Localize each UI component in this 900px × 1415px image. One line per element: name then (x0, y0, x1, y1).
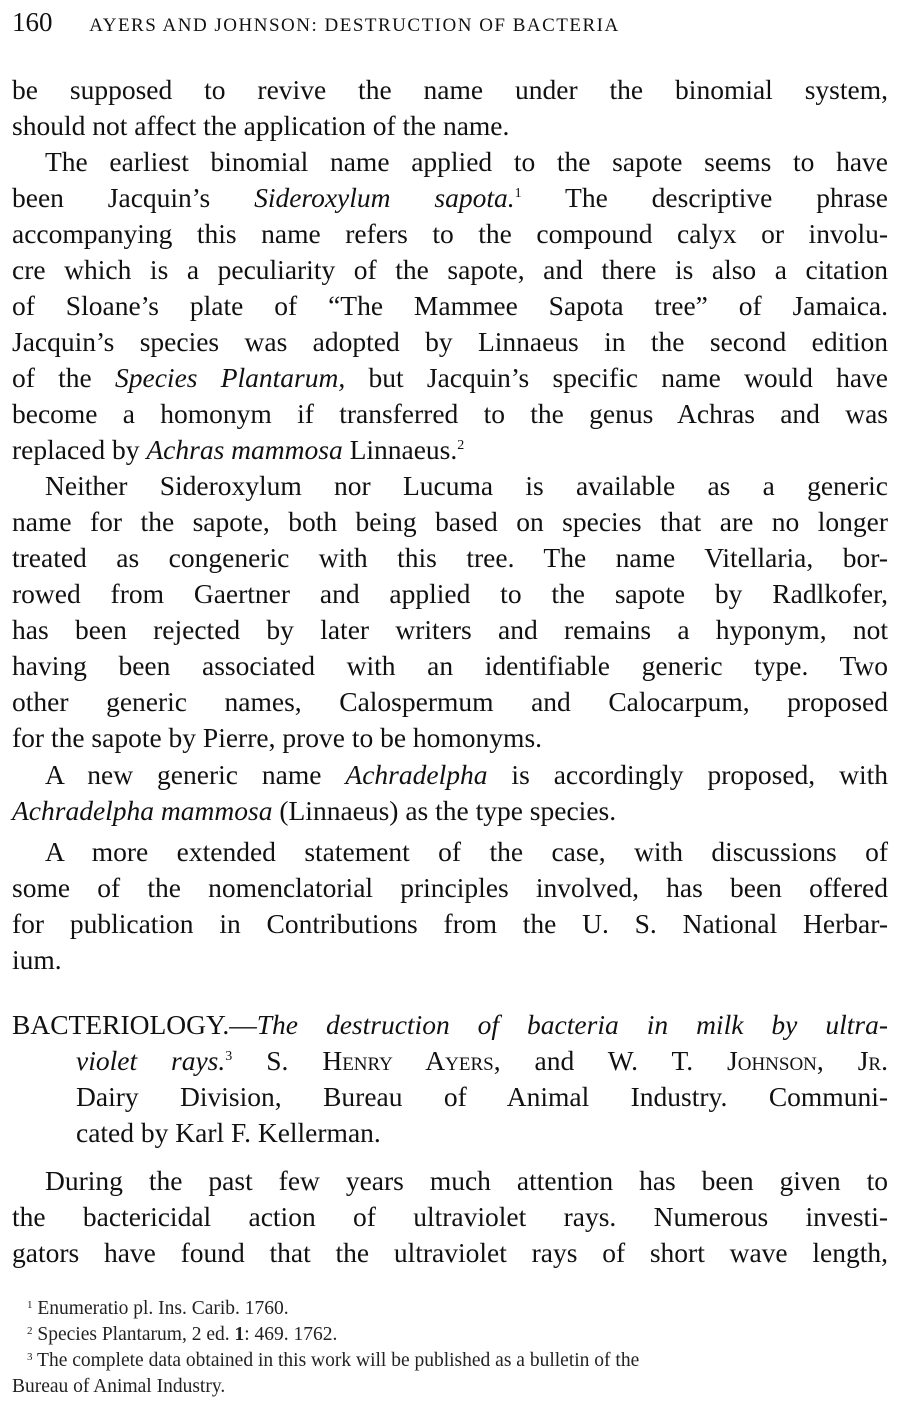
text-line (12, 180, 888, 216)
text-line: accompanying this name refers to the compound calyx or involu- (12, 218, 888, 249)
text-line: A more extended statement of the case, with discussions of (45, 836, 888, 867)
text-line: of Sloane’s plate of “The Mammee Sapota tree” of Jamaica. (12, 290, 888, 321)
text-line: Neither Sideroxylum nor Lucuma is available as a generic (45, 470, 888, 501)
footnote-mark: 3 (27, 1351, 33, 1363)
footnote (27, 1324, 900, 1346)
author-name: Johnson, Jr. (727, 1045, 888, 1076)
footnote-mark: 2 (27, 1325, 33, 1337)
book-title: Species Plantarum, (115, 362, 346, 393)
text-line: has been rejected by later writers and remains a hyponym, not (12, 614, 888, 645)
text-line: Dairy Division, Bureau of Animal Industry. Communi- (76, 1081, 888, 1112)
text-line: other generic names, Calospermum and Calocarpum, proposed (12, 686, 888, 717)
text-line: be supposed to revive the name under the binomial system, (12, 74, 888, 105)
species-name: Sideroxylum sapota. (254, 182, 515, 213)
text-line: the bactericidal action of ultraviolet rays. Numerous investi- (12, 1201, 888, 1232)
running-title: AYERS AND JOHNSON: DESTRUCTION OF BACTERIA (89, 15, 620, 36)
text-line: ium. (12, 944, 62, 975)
text: of the (12, 362, 116, 393)
text-line: treated as congeneric with this tree. The name Vitellaria, bor- (12, 542, 888, 573)
text-line (12, 1007, 888, 1043)
text: is accordingly proposed, with (487, 759, 888, 790)
text: Linnaeus. (342, 434, 458, 465)
text: been Jacquin’s (12, 182, 255, 213)
text-line (45, 757, 888, 793)
article-title: The destruction of bacteria in milk by ultra- (256, 1009, 888, 1040)
text: replaced by (12, 434, 147, 465)
article-title: violet rays. (76, 1045, 226, 1076)
footnote-text: : 469. 1762. (244, 1324, 338, 1345)
text: A new generic name (45, 759, 346, 790)
text-line (12, 793, 888, 829)
text-line: name for the sapote, both being based on species that are no longer (12, 506, 888, 537)
footnote (27, 1350, 900, 1372)
text-line: for publication in Contributions from the U. S. National Herbar- (12, 908, 888, 939)
section-label: BACTERIOLOGY.— (12, 1009, 257, 1040)
text: The descriptive phrase (521, 182, 888, 213)
text-line: During the past few years much attention has been given to (45, 1165, 888, 1196)
author-name: Henry Ayers (322, 1045, 494, 1076)
footnote-ref[interactable]: 1 (514, 186, 522, 201)
text-line: Jacquin’s species was adopted by Linnaeus in the second edition (12, 326, 888, 357)
footnote-continuation: Bureau of Animal Industry. (12, 1376, 226, 1397)
text: but Jacquin’s specific name would have (345, 362, 888, 393)
text-line: The earliest binomial name applied to the sapote seems to have (45, 146, 888, 177)
text: (Linnaeus) as the type species. (272, 795, 617, 826)
text: S. (232, 1045, 323, 1076)
text-line (76, 1043, 888, 1079)
page-number: 160 (12, 7, 53, 37)
footnote-text: The complete data obtained in this work will be published as a bulletin of the (37, 1350, 640, 1371)
footnote-mark: 1 (27, 1299, 33, 1311)
genus-name: Achradelpha (345, 759, 488, 790)
footnote-text: Enumeratio pl. Ins. Carib. 1760. (37, 1298, 289, 1319)
text-line: rowed from Gaertner and applied to the sapote by Radlkofer, (12, 578, 888, 609)
text-line: having been associated with an identifiable generic type. Two (12, 650, 888, 681)
footnote-ref[interactable]: 3 (225, 1049, 233, 1064)
text-line (12, 432, 888, 468)
text-line (12, 360, 888, 396)
species-name: Achradelpha mammosa (12, 795, 273, 826)
running-header (12, 4, 620, 44)
text-line: cated by Karl F. Kellerman. (76, 1117, 381, 1148)
footnote-text: Species Plantarum, 2 ed. (37, 1324, 235, 1345)
text-line: cre which is a peculiarity of the sapote, and there is also a citation (12, 254, 888, 285)
text-line: gators have found that the ultraviolet rays of short wave length, (12, 1237, 888, 1268)
footnote-ref[interactable]: 2 (457, 438, 465, 453)
text-line: become a homonym if transferred to the genus Achras and was (12, 398, 888, 429)
species-name: Achras mammosa (146, 434, 343, 465)
footnote (27, 1298, 900, 1320)
text-line: for the sapote by Pierre, prove to be homonyms. (12, 722, 543, 753)
volume-number: 1 (234, 1324, 245, 1345)
text-line: should not affect the application of the name. (12, 110, 510, 141)
text-line: some of the nomenclatorial principles involved, has been offered (12, 872, 888, 903)
text: , and W. T. (493, 1045, 728, 1076)
